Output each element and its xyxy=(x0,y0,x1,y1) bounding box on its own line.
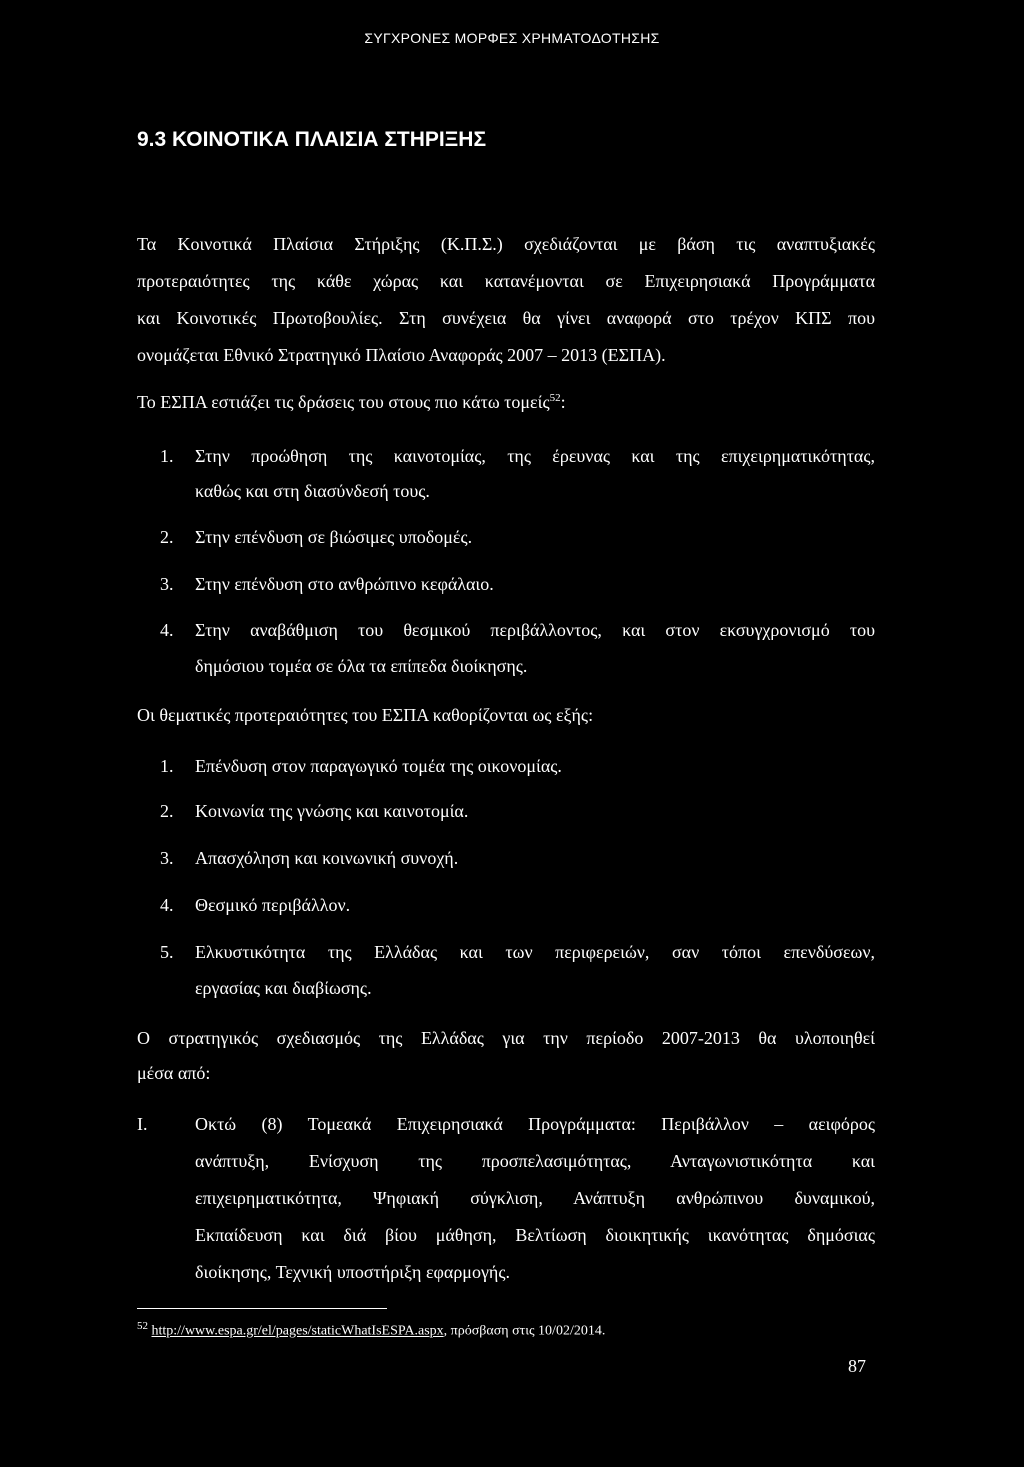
footnote xyxy=(137,1320,605,1340)
list-number: 3. xyxy=(160,848,174,868)
program-line: επιχειρηματικότητα, Ψηφιακή σύγκλιση, Ανάπτυξη ανθρώπινου δυναμικού, xyxy=(195,1188,875,1208)
page-number: 87 xyxy=(848,1356,866,1376)
program-line: Εκπαίδευση και διά βίου μάθηση, Βελτίωση διοικητικής ικανότητας δημόσιας xyxy=(195,1225,875,1245)
intro-line: ονομάζεται Εθνικό Στρατηγικό Πλαίσιο Αναφοράς 2007 – 2013 (ΕΣΠΑ). xyxy=(137,345,666,365)
footnote-text: , πρόσβαση στις 10/02/2014. xyxy=(443,1323,606,1339)
list-item: εργασίας και διαβίωσης. xyxy=(195,978,372,998)
list-item: Επένδυση στον παραγωγικό τομέα της οικονομίας. xyxy=(195,756,562,776)
list-item: Κοινωνία της γνώσης και καινοτομία. xyxy=(195,801,469,821)
list-number: 3. xyxy=(160,574,174,594)
strategy-line: Ο στρατηγικός σχεδιασμός της Ελλάδας για την περίοδο 2007-2013 θα υλοποιηθεί xyxy=(137,1028,875,1048)
list-number: 5. xyxy=(160,942,174,962)
list-item: Στην αναβάθμιση του θεσμικού περιβάλλοντος, και στον εκσυγχρονισμό του xyxy=(195,620,875,640)
footnote-ref: 52 xyxy=(549,392,561,404)
list-number: 2. xyxy=(160,527,174,547)
footnote-link[interactable]: http://www.espa.gr/el/pages/staticWhatIsESPA.aspx xyxy=(151,1323,444,1339)
list-number: 4. xyxy=(160,895,174,915)
footnote-number: 52 xyxy=(137,1320,148,1332)
espa-focus-text: Το ΕΣΠΑ εστιάζει τις δράσεις του στους πιο κάτω τομείς xyxy=(137,392,550,412)
intro-line: Τα Κοινοτικά Πλαίσια Στήριξης (Κ.Π.Σ.) σχεδιάζονται με βάση τις αναπτυξιακές xyxy=(137,234,875,254)
list-item: Στην προώθηση της καινοτομίας, της έρευνας και της επιχειρηματικότητας, xyxy=(195,446,875,466)
list-item: Απασχόληση και κοινωνική συνοχή. xyxy=(195,848,459,868)
intro-line: και Κοινοτικές Πρωτοβουλίες. Στη συνέχεια θα γίνει αναφορά στο τρέχον ΚΠΣ που xyxy=(137,308,875,328)
espa-focus-end: : xyxy=(560,392,566,412)
list-number: I. xyxy=(137,1114,148,1134)
priorities-intro: Οι θεματικές προτεραιότητες του ΕΣΠΑ καθορίζονται ως εξής: xyxy=(137,705,594,725)
list-number: 1. xyxy=(160,756,174,776)
program-line: ανάπτυξη, Ενίσχυση της προσπελασιμότητας, Ανταγωνιστικότητα και xyxy=(195,1151,875,1171)
list-number: 2. xyxy=(160,801,174,821)
running-header: ΣΥΓΧΡΟΝΕΣ ΜΟΡΦΕΣ ΧΡΗΜΑΤΟΔΟΤΗΣΗΣ xyxy=(364,30,660,46)
list-number: 1. xyxy=(160,446,174,466)
list-item: δημόσιου τομέα σε όλα τα επίπεδα διοίκησης. xyxy=(195,656,528,676)
list-item: Στην επένδυση σε βιώσιμες υποδομές. xyxy=(195,527,473,547)
intro-line: προτεραιότητες της κάθε χώρας και κατανέμονται σε Επιχειρησιακά Προγράμματα xyxy=(137,271,875,291)
program-line: Οκτώ (8) Τομεακά Επιχειρησιακά Προγράμματα: Περιβάλλον – αειφόρος xyxy=(195,1114,875,1134)
section-title: 9.3 ΚΟΙΝΟΤΙΚΑ ΠΛΑΙΣΙΑ ΣΤΗΡΙΞΗΣ xyxy=(137,128,487,151)
list-item: καθώς και στη διασύνδεσή τους. xyxy=(195,481,430,501)
list-item: Θεσμικό περιβάλλον. xyxy=(195,895,351,915)
list-item: Ελκυστικότητα της Ελλάδας και των περιφερειών, σαν τόποι επενδύσεων, xyxy=(195,942,875,962)
espa-focus-line xyxy=(137,392,566,413)
list-item: Στην επένδυση στο ανθρώπινο κεφάλαιο. xyxy=(195,574,494,594)
strategy-line: μέσα από: xyxy=(137,1063,211,1083)
list-number: 4. xyxy=(160,620,174,640)
program-line: διοίκησης, Τεχνική υποστήριξη εφαρμογής. xyxy=(195,1262,510,1282)
footnote-divider xyxy=(137,1308,387,1309)
